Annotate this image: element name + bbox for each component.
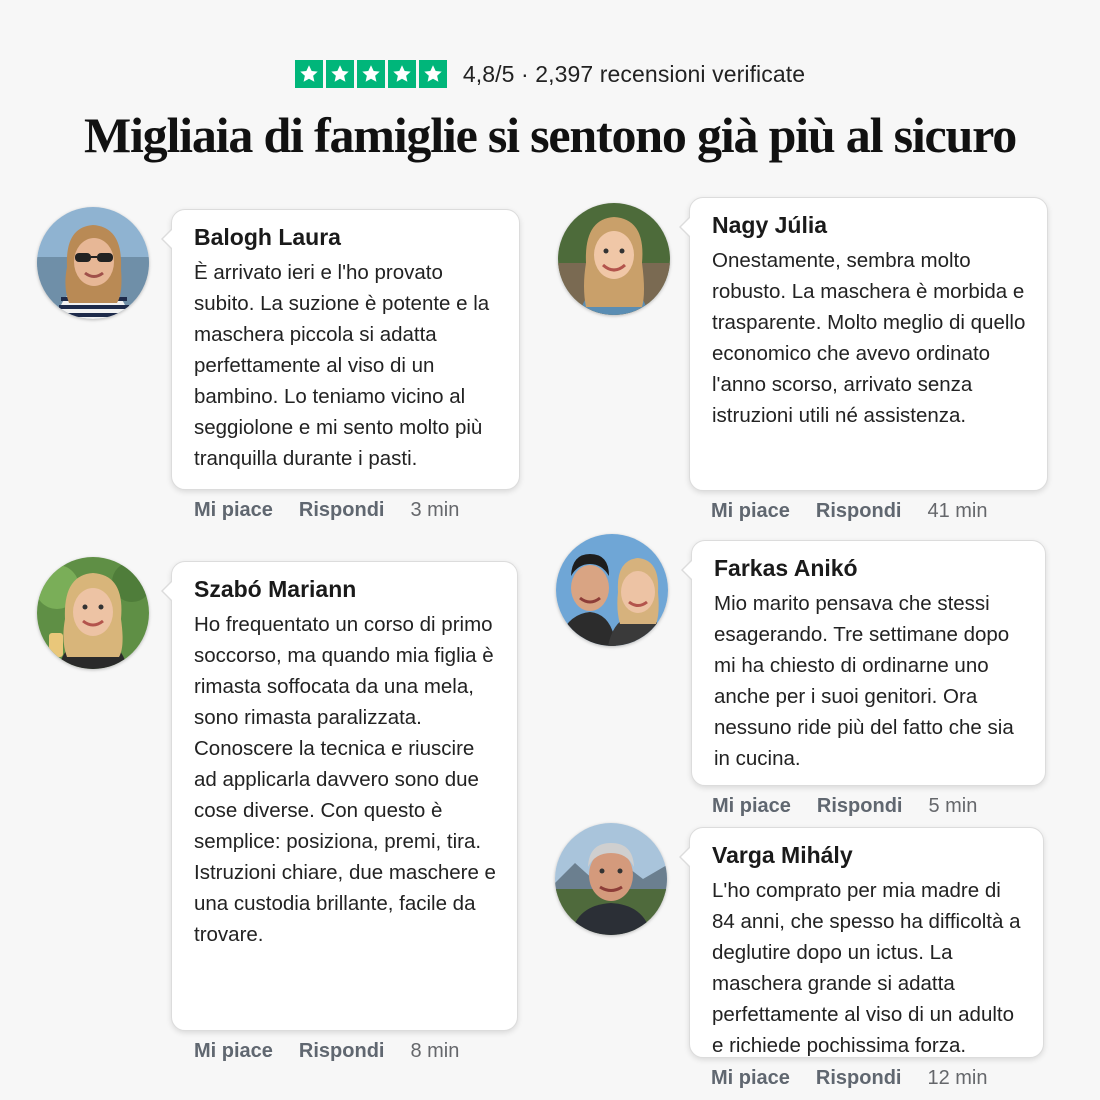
reply-button[interactable]: Rispondi bbox=[815, 1067, 902, 1089]
like-button[interactable]: Mi piace bbox=[712, 795, 791, 817]
avatar bbox=[556, 534, 668, 646]
star-icon bbox=[419, 60, 447, 88]
review-actions bbox=[711, 500, 988, 523]
reviewer-name: Balogh Laura bbox=[194, 224, 341, 250]
timestamp: 8 min bbox=[410, 1040, 460, 1062]
rating-bar bbox=[0, 60, 1100, 88]
star-rating bbox=[295, 60, 447, 88]
timestamp: 41 min bbox=[927, 500, 988, 522]
like-button[interactable]: Mi piace bbox=[711, 500, 790, 522]
review-actions bbox=[711, 1067, 988, 1090]
timestamp: 5 min bbox=[928, 795, 978, 817]
avatar bbox=[555, 823, 667, 935]
reply-button[interactable]: Rispondi bbox=[298, 1040, 385, 1062]
review-text: È arrivato ieri e l'ho provato subito. La suzione è potente e la maschera piccola si adatta perfettamente al viso di un bambino. Lo teniamo vicino al seggiolone e mi sento molto più tranquilla durante i pasti. bbox=[194, 261, 490, 470]
timestamp: 3 min bbox=[410, 499, 460, 521]
rating-summary: 4,8/5 · 2,397 recensioni verificate bbox=[462, 60, 806, 87]
avatar bbox=[37, 557, 149, 669]
timestamp: 12 min bbox=[927, 1067, 988, 1089]
reviewer-name: Nagy Júlia bbox=[712, 212, 828, 238]
review-card bbox=[689, 827, 1044, 1058]
reviewer-name: Szabó Mariann bbox=[194, 576, 357, 602]
reply-button[interactable]: Rispondi bbox=[815, 500, 902, 522]
reply-button[interactable]: Rispondi bbox=[816, 795, 903, 817]
like-button[interactable]: Mi piace bbox=[711, 1067, 790, 1089]
review-text: Onestamente, sembra molto robusto. La maschera è morbida e trasparente. Molto meglio di quello economico che avevo ordinato l'anno scorso, arrivato senza istruzioni utili né assistenza. bbox=[712, 249, 1026, 427]
review-actions bbox=[194, 499, 459, 522]
review-card bbox=[691, 540, 1046, 786]
page-title: Migliaia di famiglie si sentono già più al sicuro bbox=[83, 107, 1017, 163]
like-button[interactable]: Mi piace bbox=[194, 1040, 273, 1062]
review-card bbox=[689, 197, 1048, 491]
review-actions bbox=[194, 1040, 459, 1063]
review-actions bbox=[712, 795, 977, 818]
avatar bbox=[37, 207, 149, 319]
like-button[interactable]: Mi piace bbox=[194, 499, 273, 521]
star-icon bbox=[326, 60, 354, 88]
review-text: Mio marito pensava che stessi esagerando. Tre settimane dopo mi ha chiesto di ordinarne uno anche per i suoi genitori. Ora nessuno ride più del fatto che sia in cucina. bbox=[714, 592, 1014, 770]
review-card bbox=[171, 209, 520, 490]
star-icon bbox=[295, 60, 323, 88]
star-icon bbox=[357, 60, 385, 88]
avatar bbox=[558, 203, 670, 315]
reply-button[interactable]: Rispondi bbox=[298, 499, 385, 521]
review-text: L'ho comprato per mia madre di 84 anni, che spesso ha difficoltà a deglutire dopo un ictus. La maschera grande si adatta perfettamente al viso di un adulto e richiede pochissima forza. bbox=[712, 879, 1021, 1057]
review-text: Ho frequentato un corso di primo soccorso, ma quando mia figlia è rimasta soffocata da una mela, sono rimasta paralizzata. Conoscere la tecnica e riuscire ad applicarla davvero sono due cose diverse. Con questo è semplice: posiziona, premi, tira. Istruzioni chiare, due maschere e una custodia brillante, facile da trovare. bbox=[194, 613, 496, 946]
star-icon bbox=[388, 60, 416, 88]
reviewer-name: Farkas Anikó bbox=[714, 555, 858, 581]
reviewer-name: Varga Mihály bbox=[712, 842, 853, 868]
review-card bbox=[171, 561, 518, 1031]
